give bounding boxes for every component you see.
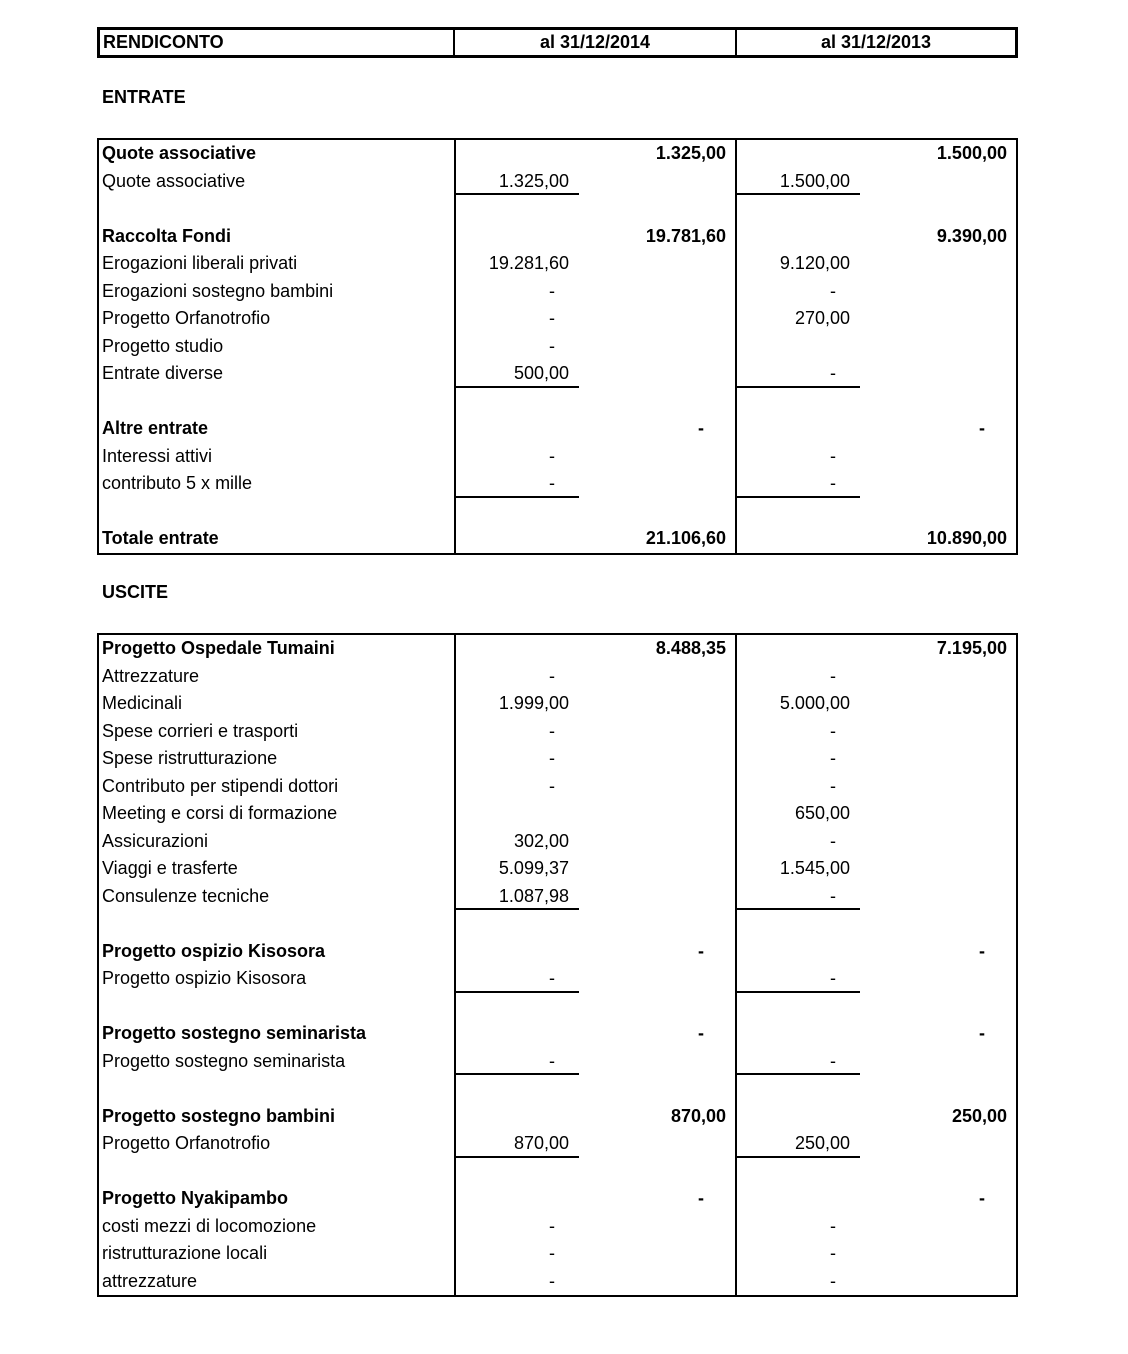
detail-2014: 870,00 bbox=[456, 1130, 579, 1158]
row-label: Progetto ospizio Kisosora bbox=[102, 940, 326, 961]
detail-2014 bbox=[456, 1158, 579, 1186]
detail-2014 bbox=[456, 195, 579, 223]
detail-2014 bbox=[456, 800, 579, 828]
table-row bbox=[99, 800, 1016, 828]
row-label: Progetto sostegno seminarista bbox=[102, 1050, 346, 1071]
detail-2013: 5.000,00 bbox=[779, 693, 850, 713]
total-2013: - bbox=[979, 1188, 985, 1208]
detail-2014 bbox=[456, 525, 579, 553]
row-label: Consulenze tecniche bbox=[102, 885, 270, 906]
row-label: Altre entrate bbox=[102, 418, 209, 438]
detail-2013 bbox=[737, 388, 860, 416]
table-row bbox=[99, 828, 1016, 856]
section-row bbox=[99, 140, 1016, 168]
detail-2014 bbox=[456, 938, 579, 966]
spacer-row bbox=[99, 1075, 1016, 1103]
detail-2013 bbox=[737, 635, 860, 663]
detail-2014 bbox=[456, 415, 579, 443]
header-col-2013: al 31/12/2013 bbox=[820, 32, 932, 52]
row-label: Viaggi e trasferte bbox=[102, 858, 238, 878]
table-row bbox=[99, 745, 1016, 773]
section-row bbox=[99, 1103, 1016, 1131]
row-label: Assicurazioni bbox=[102, 830, 209, 851]
detail-2013 bbox=[737, 195, 860, 223]
detail-2013: 270,00 bbox=[794, 308, 850, 328]
spacer-row bbox=[99, 195, 1016, 223]
detail-2013: - bbox=[737, 965, 860, 993]
detail-2013 bbox=[737, 1158, 860, 1186]
detail-2014: - bbox=[549, 308, 555, 328]
detail-2014: - bbox=[549, 280, 555, 301]
total-2013: - bbox=[979, 940, 985, 961]
detail-2013: - bbox=[830, 445, 836, 466]
row-label: Progetto sostegno bambini bbox=[102, 1105, 336, 1126]
row-label: Progetto Ospedale Tumaini bbox=[102, 638, 335, 658]
header-title: RENDICONTO bbox=[100, 30, 455, 55]
detail-2013: 9.120,00 bbox=[779, 253, 850, 273]
section-row bbox=[99, 635, 1016, 663]
detail-2013 bbox=[737, 910, 860, 938]
row-label: Progetto studio bbox=[102, 335, 224, 356]
spacer-row bbox=[99, 498, 1016, 526]
total-2013: 250,00 bbox=[951, 1105, 1007, 1126]
detail-2013: - bbox=[830, 1215, 836, 1236]
detail-2013: - bbox=[737, 1048, 860, 1076]
row-label: Medicinali bbox=[102, 693, 183, 713]
detail-2013: 1.500,00 bbox=[737, 168, 860, 196]
table-row bbox=[99, 278, 1016, 306]
total-2014: 19.781,60 bbox=[645, 225, 726, 246]
report-header bbox=[97, 27, 1018, 58]
table-row bbox=[99, 883, 1016, 911]
table-row bbox=[99, 333, 1016, 361]
detail-2014: 19.281,60 bbox=[488, 253, 569, 273]
detail-2014: - bbox=[549, 1243, 555, 1263]
detail-2014 bbox=[456, 993, 579, 1021]
spacer-row bbox=[99, 910, 1016, 938]
detail-2014 bbox=[456, 498, 579, 526]
row-label: ristrutturazione locali bbox=[102, 1243, 268, 1263]
row-label: Entrate diverse bbox=[102, 363, 224, 383]
detail-2013: - bbox=[830, 830, 836, 851]
row-label: contributo 5 x mille bbox=[102, 473, 253, 493]
detail-2013: 1.545,00 bbox=[779, 858, 850, 878]
total-2014: 8.488,35 bbox=[655, 638, 726, 658]
row-label: Attrezzature bbox=[102, 665, 200, 686]
detail-2013 bbox=[737, 993, 860, 1021]
row-label: Raccolta Fondi bbox=[102, 225, 232, 246]
total-2014: 21.106,60 bbox=[645, 528, 726, 548]
section-row bbox=[99, 223, 1016, 251]
table-row bbox=[99, 443, 1016, 471]
detail-2013: - bbox=[737, 883, 860, 911]
detail-2014 bbox=[456, 910, 579, 938]
detail-2014 bbox=[456, 223, 579, 251]
table-row bbox=[99, 1130, 1016, 1158]
detail-2013 bbox=[737, 1075, 860, 1103]
table-row bbox=[99, 965, 1016, 993]
total-2014: 870,00 bbox=[670, 1105, 726, 1126]
detail-2014: - bbox=[549, 1270, 555, 1291]
detail-2014: - bbox=[456, 965, 579, 993]
table-row bbox=[99, 1213, 1016, 1241]
detail-2013 bbox=[737, 1020, 860, 1048]
total-2014: - bbox=[698, 940, 704, 961]
row-label: Totale entrate bbox=[102, 528, 219, 548]
detail-2013 bbox=[737, 498, 860, 526]
table-row bbox=[99, 773, 1016, 801]
row-label: Erogazioni sostegno bambini bbox=[102, 280, 334, 301]
header-col-2014: al 31/12/2014 bbox=[455, 30, 737, 55]
detail-2013: - bbox=[737, 470, 860, 498]
detail-2014 bbox=[456, 1020, 579, 1048]
table-row bbox=[99, 470, 1016, 498]
section-row bbox=[99, 415, 1016, 443]
detail-2013 bbox=[737, 1185, 860, 1213]
table-row bbox=[99, 168, 1016, 196]
spacer-row bbox=[99, 993, 1016, 1021]
row-label: Progetto ospizio Kisosora bbox=[102, 968, 307, 988]
total-2014: 1.325,00 bbox=[655, 143, 726, 163]
table-row bbox=[99, 663, 1016, 691]
row-label: Progetto sostegno seminarista bbox=[102, 1023, 367, 1043]
table-row bbox=[99, 1048, 1016, 1076]
total-2013: 1.500,00 bbox=[936, 143, 1007, 163]
detail-2013: - bbox=[830, 1270, 836, 1291]
total-2014: - bbox=[698, 1023, 704, 1043]
detail-2014: 1.325,00 bbox=[456, 168, 579, 196]
row-label: Interessi attivi bbox=[102, 445, 213, 466]
detail-2014 bbox=[456, 1103, 579, 1131]
detail-2013 bbox=[737, 223, 860, 251]
row-label: Spese corrieri e trasporti bbox=[102, 720, 299, 741]
detail-2013: 250,00 bbox=[737, 1130, 860, 1158]
detail-2013 bbox=[737, 415, 860, 443]
detail-2013: - bbox=[737, 360, 860, 388]
entrate-table bbox=[97, 138, 1018, 555]
table-row bbox=[99, 855, 1016, 883]
row-label: Progetto Nyakipambo bbox=[102, 1188, 289, 1208]
detail-2014: - bbox=[549, 1215, 555, 1236]
row-label: attrezzature bbox=[102, 1270, 198, 1291]
table-row bbox=[99, 360, 1016, 388]
detail-2014: - bbox=[456, 470, 579, 498]
row-label: Contributo per stipendi dottori bbox=[102, 775, 339, 796]
detail-2014: - bbox=[549, 665, 555, 686]
table-row bbox=[99, 250, 1016, 278]
detail-2014: - bbox=[456, 1048, 579, 1076]
detail-2014 bbox=[456, 1185, 579, 1213]
row-label: costi mezzi di locomozione bbox=[102, 1215, 317, 1236]
section-row bbox=[99, 525, 1016, 553]
total-2013: 9.390,00 bbox=[936, 225, 1007, 246]
detail-2013: - bbox=[830, 665, 836, 686]
total-2013: - bbox=[979, 1023, 985, 1043]
detail-2013: - bbox=[830, 1243, 836, 1263]
detail-2014: - bbox=[549, 748, 555, 768]
total-2014: - bbox=[698, 1188, 704, 1208]
row-label: Erogazioni liberali privati bbox=[102, 253, 298, 273]
detail-2014: 500,00 bbox=[456, 360, 579, 388]
table-row bbox=[99, 690, 1016, 718]
detail-2014: - bbox=[549, 445, 555, 466]
detail-2014 bbox=[456, 388, 579, 416]
detail-2013: - bbox=[830, 775, 836, 796]
table-row bbox=[99, 305, 1016, 333]
detail-2013 bbox=[737, 140, 860, 168]
detail-2013 bbox=[737, 525, 860, 553]
row-label: Quote associative bbox=[102, 143, 257, 163]
detail-2013 bbox=[737, 938, 860, 966]
uscite-table bbox=[97, 633, 1018, 1297]
detail-2014: 1.999,00 bbox=[498, 693, 569, 713]
uscite-title: USCITE bbox=[102, 582, 169, 602]
spacer-row bbox=[99, 1158, 1016, 1186]
table-row bbox=[99, 1268, 1016, 1296]
section-row bbox=[99, 938, 1016, 966]
detail-2014 bbox=[456, 635, 579, 663]
detail-2013: 650,00 bbox=[794, 803, 850, 823]
total-2014: - bbox=[698, 418, 704, 438]
detail-2013 bbox=[737, 333, 860, 361]
section-row bbox=[99, 1185, 1016, 1213]
table-row bbox=[99, 1240, 1016, 1268]
detail-2013: - bbox=[830, 748, 836, 768]
detail-2014: - bbox=[549, 335, 555, 356]
row-label: Spese ristrutturazione bbox=[102, 748, 278, 768]
total-2013: 7.195,00 bbox=[936, 638, 1007, 658]
row-label: Progetto Orfanotrofio bbox=[102, 1133, 271, 1153]
detail-2014: - bbox=[549, 720, 555, 741]
total-2013: - bbox=[979, 418, 985, 438]
row-label: Meeting e corsi di formazione bbox=[102, 803, 338, 823]
detail-2014: 1.087,98 bbox=[456, 883, 579, 911]
detail-2013 bbox=[737, 1103, 860, 1131]
detail-2013: - bbox=[830, 280, 836, 301]
entrate-title: ENTRATE bbox=[102, 87, 186, 107]
detail-2013: - bbox=[830, 720, 836, 741]
total-2013: 10.890,00 bbox=[926, 528, 1007, 548]
spacer-row bbox=[99, 388, 1016, 416]
detail-2014: 5.099,37 bbox=[498, 858, 569, 878]
detail-2014 bbox=[456, 140, 579, 168]
detail-2014: - bbox=[549, 775, 555, 796]
detail-2014 bbox=[456, 1075, 579, 1103]
detail-2014: 302,00 bbox=[513, 830, 569, 851]
table-row bbox=[99, 718, 1016, 746]
row-label: Progetto Orfanotrofio bbox=[102, 308, 271, 328]
row-label: Quote associative bbox=[102, 170, 246, 191]
section-row bbox=[99, 1020, 1016, 1048]
